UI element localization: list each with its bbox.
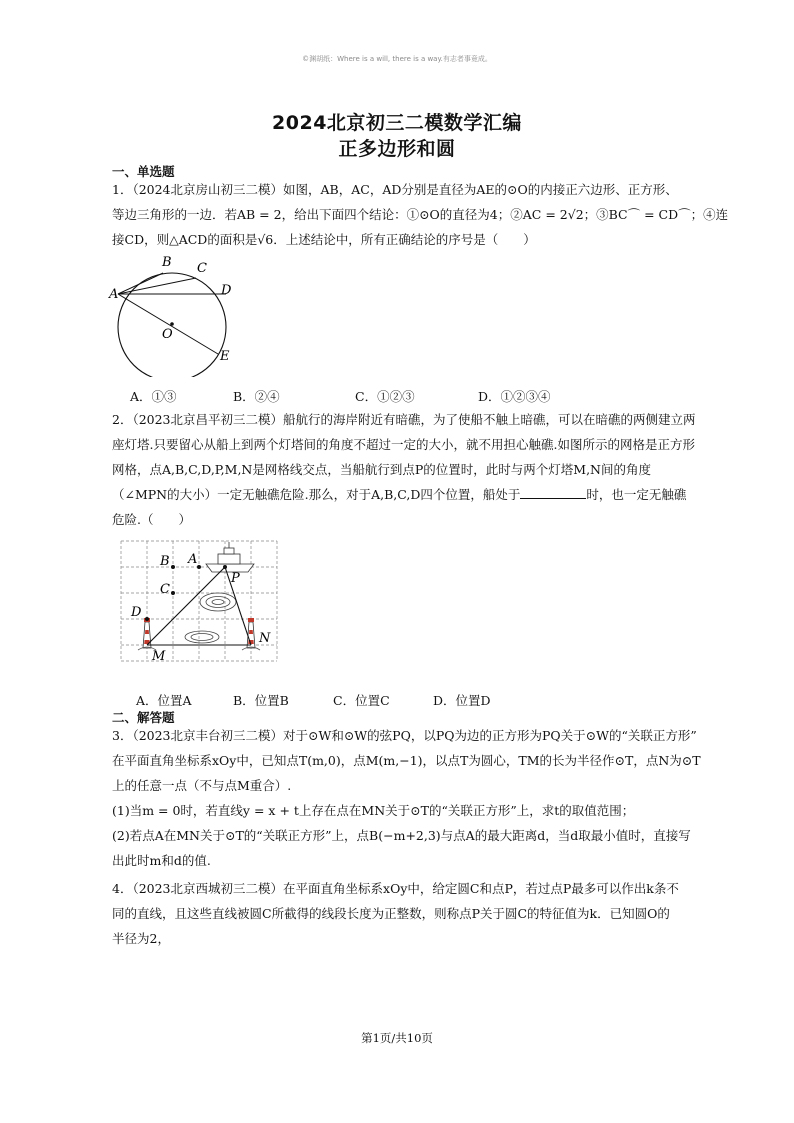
page-title: 2024北京初三二模数学汇编 [272, 112, 522, 134]
label-c: C [197, 261, 207, 276]
q2-option-b: B．位置B [233, 693, 289, 708]
answer-blank [520, 486, 586, 499]
q2-grid-figure [118, 536, 284, 666]
label-p: P [231, 571, 240, 586]
label-o: O [162, 327, 173, 342]
diameter-ae [118, 294, 218, 354]
q1-circle-figure [108, 252, 248, 377]
point-b [171, 565, 175, 569]
q2-text-line: 2．（2023北京昌平初三二模）船航行的海岸附近有暗礁，为了使船不触上暗礁，可以在暗礁的两侧建立两 [112, 412, 696, 427]
q1-text-line: 等边三角形的一边．若AB = 2，给出下面四个结论：①⊙O的直径为4；②AC = 2√2；③BC⌒ = CD⌒；④连 [112, 207, 729, 222]
q3-text-line: (1)当m = 0时，若直线y = x + t上存在点在MN关于⊙T的“关联正方形”上，求t的取值范围； [112, 803, 635, 818]
segment-mp [147, 567, 225, 645]
q2-option-a: A．位置A [136, 693, 192, 708]
label-m: M [152, 649, 166, 664]
reef-icon [185, 593, 236, 643]
label-e: E [220, 349, 230, 364]
label-b: B [162, 255, 172, 270]
q1-option-d: D．①②③④ [478, 389, 551, 404]
q1-option-a: A．①③ [130, 389, 177, 404]
point-c [171, 591, 175, 595]
label-b: B [160, 554, 170, 569]
label-a: A [109, 287, 119, 302]
q1-text-line: 接CD，则△ACD的面积是√6．上述结论中，所有正确结论的序号是（ ） [112, 232, 536, 247]
q2-option-c: C．位置C [333, 693, 390, 708]
label-a: A [188, 552, 198, 567]
q3-text-line: (2)若点A在MN关于⊙T的“关联正方形”上，点B(−m+2,3)与点A的最大距离d，当d取最小值时，直接写 [112, 828, 691, 843]
q2-text-before-blank: （∠MPN的大小）一定无触礁危险.那么，对于A,B,C,D四个位置，船处于 [112, 487, 521, 502]
point-a [197, 565, 201, 569]
section-heading-answer: 二、解答题 [112, 710, 175, 725]
page-subtitle: 正多边形和圆 [338, 138, 456, 160]
q2-text-line: 危险.（ ） [112, 512, 191, 527]
center-point-o [170, 322, 174, 326]
chord-ab [118, 273, 163, 294]
q4-text-line: 同的直线，且这些直线被圆C所截得的线段长度为正整数，则称点P关于圆C的特征值为k．已知圆O的 [112, 906, 670, 921]
q3-text-line: 上的任意一点（不与点M重合）. [112, 778, 292, 793]
label-c: C [160, 582, 170, 597]
q2-option-d: D．位置D [433, 693, 491, 708]
q2-text-after-blank: 时，也一定无触礁 [586, 487, 687, 502]
q1-option-c: C．①②③ [355, 389, 415, 404]
point-d [145, 617, 149, 621]
section-heading-single-choice: 一、单选题 [112, 164, 175, 179]
label-d: D [131, 605, 142, 620]
q1-text-line: 1．（2024北京房山初三二模）如图，AB，AC，AD分别是直径为AE的⊙O的内接正六边形、正方形、 [112, 182, 678, 197]
q4-text-line: 4．（2023北京西城初三二模）在平面直角坐标系xOy中，给定圆C和点P，若过点P最多可以作出k条不 [112, 881, 679, 896]
q1-option-b: B．②④ [233, 389, 280, 404]
q2-text-line: 座灯塔.只要留心从船上到两个灯塔间的角度不超过一定的大小，就不用担心触礁.如图所示的网格是正方形 [112, 437, 695, 452]
point-p [223, 565, 227, 569]
q2-text-line [112, 485, 686, 503]
q3-text-line: 在平面直角坐标系xOy中，已知点T(m,0)，点M(m,−1)，以点T为圆心，TM的长为半径作⊙T，点N为⊙T [112, 753, 701, 768]
q3-text-line: 3．（2023北京丰台初三二模）对于⊙W和⊙W的弦PQ，以PQ为边的正方形为PQ关于⊙W的“关联正方形” [112, 728, 697, 743]
label-n: N [259, 631, 271, 646]
ship-icon [206, 542, 254, 572]
q2-text-line: 网格，点A,B,C,D,P,M,N是网格线交点，当船航行到点P的位置时，此时与两个灯塔M,N间的角度 [112, 462, 651, 477]
q3-text-line: 出此时m和d的值. [112, 853, 211, 868]
label-d: D [221, 283, 232, 298]
header-note: ©渊胡纸：Where is a will, there is a way.有志者事竟成。 [302, 55, 492, 63]
q4-text-line: 半径为2， [112, 931, 170, 946]
chord-ac [118, 278, 196, 294]
page-footer: 第1页/共10页 [361, 1031, 433, 1045]
